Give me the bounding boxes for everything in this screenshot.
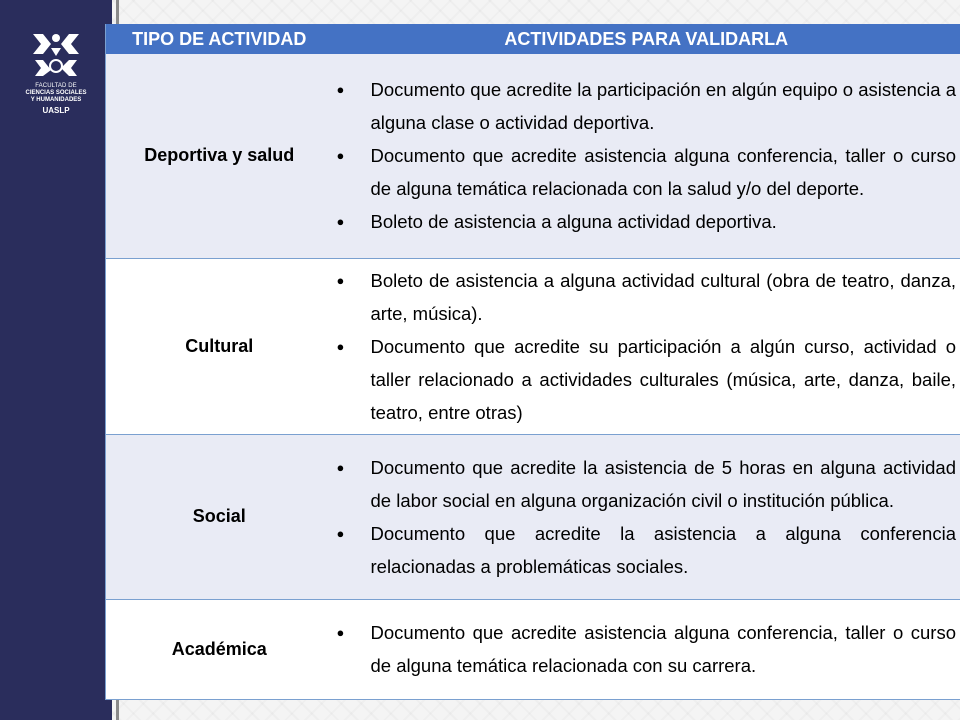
activity-text: Boleto de asistencia a alguna actividad deportiva. xyxy=(370,211,777,233)
header-validating-activities: ACTIVIDADES PARA VALIDARLA xyxy=(333,24,960,54)
activity-text: Documento que acredite su participación a algún curso, actividad o taller relacionado a actividades culturales (música, arte, danza, baile, teatro, entre otras) xyxy=(370,335,956,423)
bullet-icon: ● xyxy=(336,82,345,98)
bullet-icon: ● xyxy=(336,148,345,164)
activities-cell xyxy=(333,258,960,434)
bullet-icon: ● xyxy=(336,625,345,640)
activity-text: Documento que acredite la participación en algún equipo o asistencia a alguna clase o actividad deportiva. xyxy=(370,79,956,134)
bullet-icon: ● xyxy=(336,459,345,475)
activity-text: Documento que acredite la asistencia de 5 horas en alguna actividad de labor social en alguna organización civil o institución pública. xyxy=(370,456,956,511)
list-item xyxy=(333,517,957,583)
activities-cell xyxy=(333,54,960,258)
sidebar-band xyxy=(0,0,112,720)
activity-type-cell: Académica xyxy=(106,599,333,699)
list-item xyxy=(333,616,957,682)
activities-cell xyxy=(333,434,960,599)
bullet-icon: ● xyxy=(336,214,345,230)
list-item xyxy=(333,264,957,330)
activity-text: Boleto de asistencia a alguna actividad cultural (obra de teatro, danza, arte, música). xyxy=(370,269,956,324)
activity-text: Documento que acredite asistencia alguna conferencia, taller o curso de alguna temática relacionada con su carrera. xyxy=(370,622,956,676)
logo-mark-icon xyxy=(29,30,83,78)
logo-faculty-label: FACULTAD DE xyxy=(35,83,77,89)
activities-list xyxy=(333,616,957,682)
logo-faculty-name-2: Y HUMANIDADES xyxy=(30,97,82,103)
bullet-icon: ● xyxy=(336,272,345,288)
table-row xyxy=(106,258,960,434)
table-row xyxy=(106,434,960,599)
activity-text: Documento que acredite la asistencia a alguna conferencia relacionadas a problemáticas sociales. xyxy=(370,522,956,577)
activity-type-cell: Social xyxy=(106,434,333,599)
bullet-icon: ● xyxy=(336,338,345,354)
logo-faculty-name-1: CIENCIAS SOCIALES xyxy=(25,90,87,96)
list-item xyxy=(333,73,957,139)
list-item xyxy=(333,451,957,517)
activities-cell xyxy=(333,599,960,699)
logo-university: UASLP xyxy=(42,106,70,115)
table-row xyxy=(106,599,960,699)
activities-list xyxy=(333,264,957,429)
table-row xyxy=(106,54,960,258)
activities-list xyxy=(333,451,957,583)
table-header-row xyxy=(106,24,960,54)
activity-type-cell: Cultural xyxy=(106,258,333,434)
bullet-icon: ● xyxy=(336,525,345,541)
list-item xyxy=(333,139,957,205)
header-activity-type: TIPO DE ACTIVIDAD xyxy=(106,24,333,54)
activities-list xyxy=(333,73,957,238)
activity-type-cell: Deportiva y salud xyxy=(106,54,333,258)
activities-table xyxy=(105,24,960,700)
list-item xyxy=(333,330,957,429)
faculty-logo xyxy=(10,30,102,116)
list-item xyxy=(333,205,957,238)
activity-text: Documento que acredite asistencia alguna conferencia, taller o curso de alguna temática relacionada con la salud y/o del deporte. xyxy=(370,145,956,200)
activities-table-container xyxy=(105,24,960,700)
